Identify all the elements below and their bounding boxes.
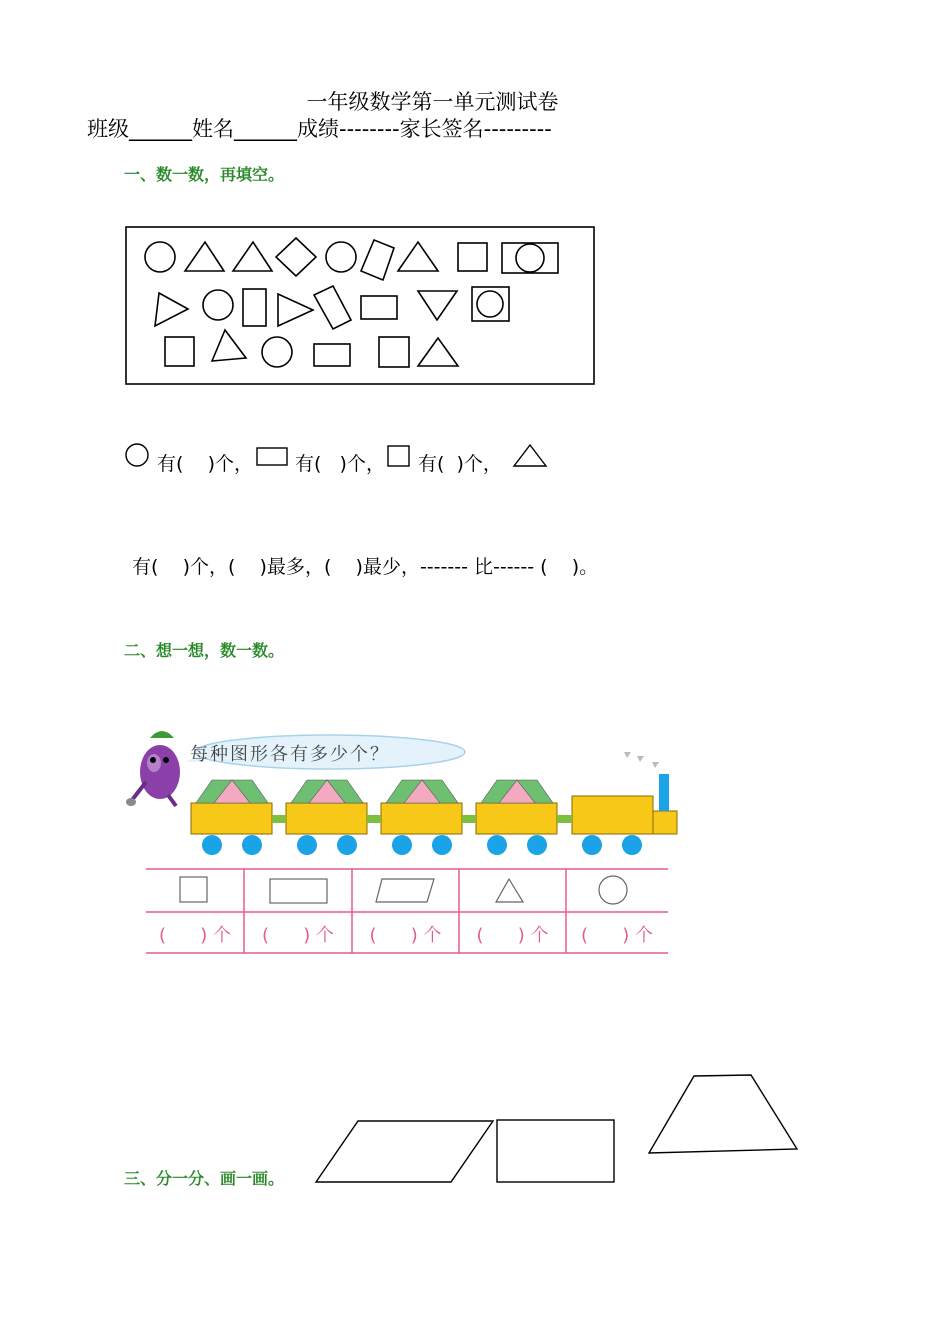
section2-heading: 二、想一想，数一数。 xyxy=(124,641,285,660)
section1-heading: 一、数一数，再填空。 xyxy=(124,165,285,184)
section3-heading: 三、分一分、画一画。 xyxy=(124,1169,285,1188)
rect-count-blank[interactable]: 有( )个， xyxy=(295,453,385,475)
trapezoid-shape xyxy=(649,1075,797,1153)
name-label: 姓名______ xyxy=(192,117,297,141)
circle-count-blank[interactable]: 有( )个， xyxy=(157,453,253,475)
score-label: 成绩-------- xyxy=(297,117,400,141)
count-cell-triangle[interactable]: ( ) 个 xyxy=(476,925,549,946)
count-cell-square[interactable]: ( ) 个 xyxy=(158,925,232,946)
comparison-line[interactable]: 有( )个，( )最多，( )最少，------- 比------ ( )。 xyxy=(132,556,599,578)
count-cell-parallelogram[interactable]: ( ) 个 xyxy=(369,925,442,946)
page-title: 一年级数学第一单元测试卷 xyxy=(306,90,559,114)
count-cell-rectangle[interactable]: ( ) 个 xyxy=(261,925,335,946)
class-label: 班级______ xyxy=(87,117,192,141)
parallelogram-shape xyxy=(316,1121,493,1182)
parent-signature-label: 家长签名--------- xyxy=(399,117,552,141)
count-cell-circle[interactable]: ( ) 个 xyxy=(580,925,654,946)
rectangle-shape xyxy=(497,1120,614,1182)
bubble-text: 每种图形各有多少个？ xyxy=(190,744,390,765)
square-count-blank[interactable]: 有( )个， xyxy=(418,453,502,475)
